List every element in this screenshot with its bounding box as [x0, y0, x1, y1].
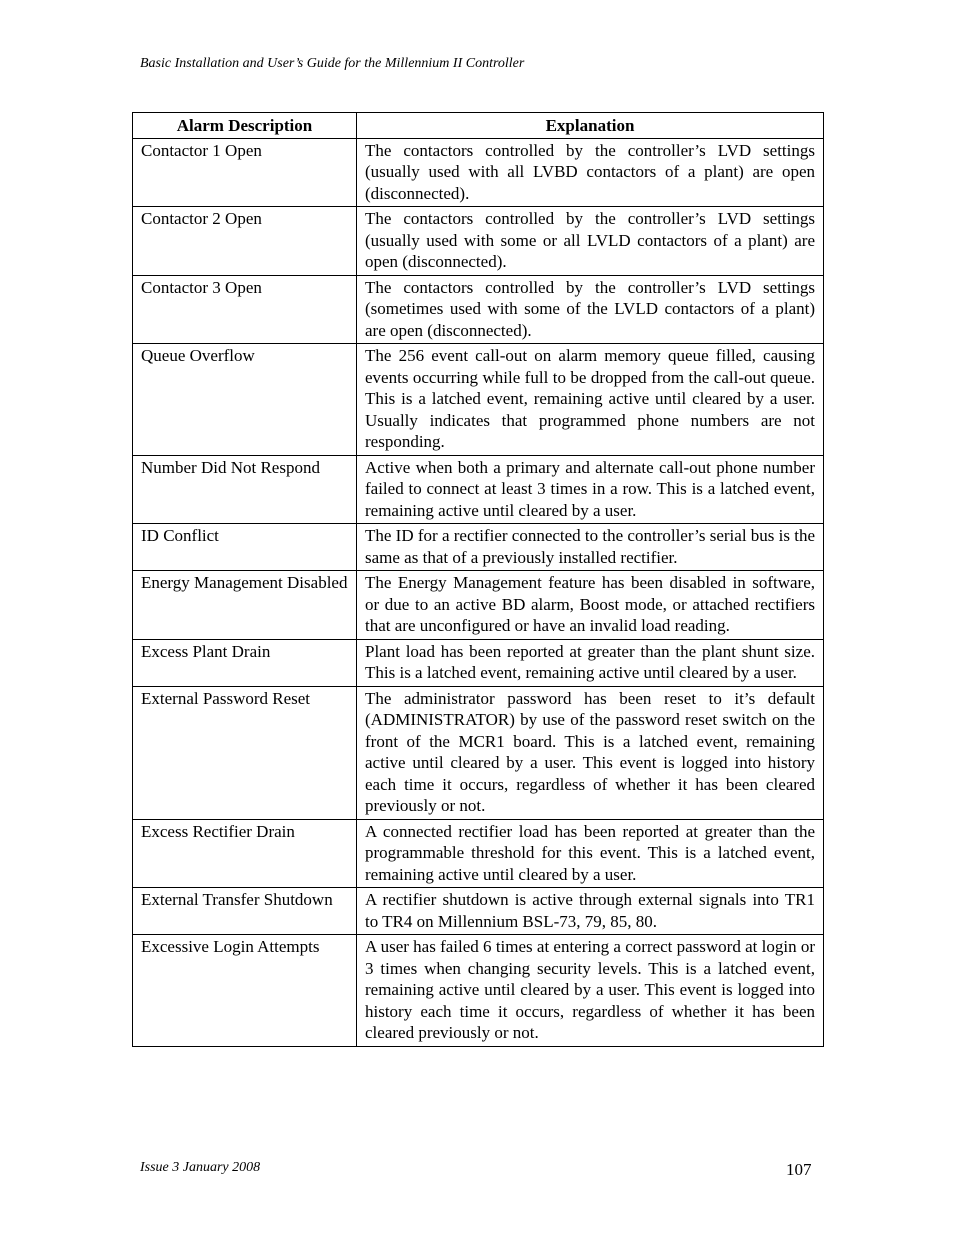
explanation-cell: The Energy Management feature has been disabled in software, or due to an active BD alarm, Boost mode, or attached rectifiers that are unconfigured or have an invalid load reading.: [357, 571, 824, 640]
explanation-cell: The contactors controlled by the controller’s LVD settings (usually used with all LVBD contactors of a plant) are open (disconnected).: [357, 138, 824, 207]
alarm-description-cell: External Password Reset: [133, 686, 357, 819]
explanation-cell: The contactors controlled by the controller’s LVD settings (sometimes used with some of the LVLD contactors of a plant) are open (disconnected).: [357, 275, 824, 344]
alarm-description-cell: Excess Plant Drain: [133, 639, 357, 686]
explanation-cell: Plant load has been reported at greater than the plant shunt size. This is a latched event, remaining active until cleared by a user.: [357, 639, 824, 686]
column-header-alarm-description: Alarm Description: [133, 113, 357, 139]
explanation-cell: A rectifier shutdown is active through external signals into TR1 to TR4 on Millennium BSL-73, 79, 85, 80.: [357, 888, 824, 935]
table-header-row: [133, 113, 824, 139]
table-row: [133, 455, 824, 524]
explanation-cell: The 256 event call-out on alarm memory queue filled, causing events occurring while full to be dropped from the call-out queue. This is a latched event, remaining active until cleared by a user. Usually indicates that programmed phone numbers are not responding.: [357, 344, 824, 456]
table-row: [133, 344, 824, 456]
page-number: 107: [786, 1160, 812, 1179]
explanation-cell: The administrator password has been reset to it’s default (ADMINISTRATOR) by use of the password reset switch on the front of the MCR1 board. This is a latched event, remaining active until cleared by a user. This event is logged into history each time it occurs, regardless of whether it has been cleared previously or not.: [357, 686, 824, 819]
running-header: Basic Installation and User’s Guide for the Millennium II Controller: [140, 56, 525, 71]
table-row: [133, 571, 824, 640]
table-row: [133, 686, 824, 819]
alarm-description-cell: External Transfer Shutdown: [133, 888, 357, 935]
alarm-description-cell: Excessive Login Attempts: [133, 935, 357, 1047]
explanation-cell: A user has failed 6 times at entering a correct password at login or 3 times when changing security levels. This is a latched event, remaining active until cleared by a user. This event is logged into history each time it occurs, regardless of whether it has been cleared previously or not.: [357, 935, 824, 1047]
alarm-description-cell: Excess Rectifier Drain: [133, 819, 357, 888]
alarm-description-cell: Contactor 2 Open: [133, 207, 357, 276]
footer-issue-date: Issue 3 January 2008: [140, 1160, 261, 1175]
alarm-description-cell: Number Did Not Respond: [133, 455, 357, 524]
table-row: [133, 639, 824, 686]
alarm-description-cell: Contactor 1 Open: [133, 138, 357, 207]
table-row: [133, 138, 824, 207]
table-row: [133, 275, 824, 344]
alarm-description-cell: ID Conflict: [133, 524, 357, 571]
table-row: [133, 888, 824, 935]
alarm-description-cell: Contactor 3 Open: [133, 275, 357, 344]
table-row: [133, 207, 824, 276]
table-row: [133, 524, 824, 571]
explanation-cell: The ID for a rectifier connected to the controller’s serial bus is the same as that of a previously installed rectifier.: [357, 524, 824, 571]
alarm-description-cell: Energy Management Disabled: [133, 571, 357, 640]
alarm-table: [132, 112, 824, 1047]
explanation-cell: Active when both a primary and alternate call-out phone number failed to connect at least 3 times in a row. This is a latched event, remaining active until cleared by a user.: [357, 455, 824, 524]
explanation-cell: A connected rectifier load has been reported at greater than the programmable threshold for this event. This is a latched event, remaining active until cleared by a user.: [357, 819, 824, 888]
alarm-description-cell: Queue Overflow: [133, 344, 357, 456]
column-header-explanation: Explanation: [357, 113, 824, 139]
table-row: [133, 819, 824, 888]
table-row: [133, 935, 824, 1047]
explanation-cell: The contactors controlled by the controller’s LVD settings (usually used with some or all LVLD contactors of a plant) are open (disconnected).: [357, 207, 824, 276]
